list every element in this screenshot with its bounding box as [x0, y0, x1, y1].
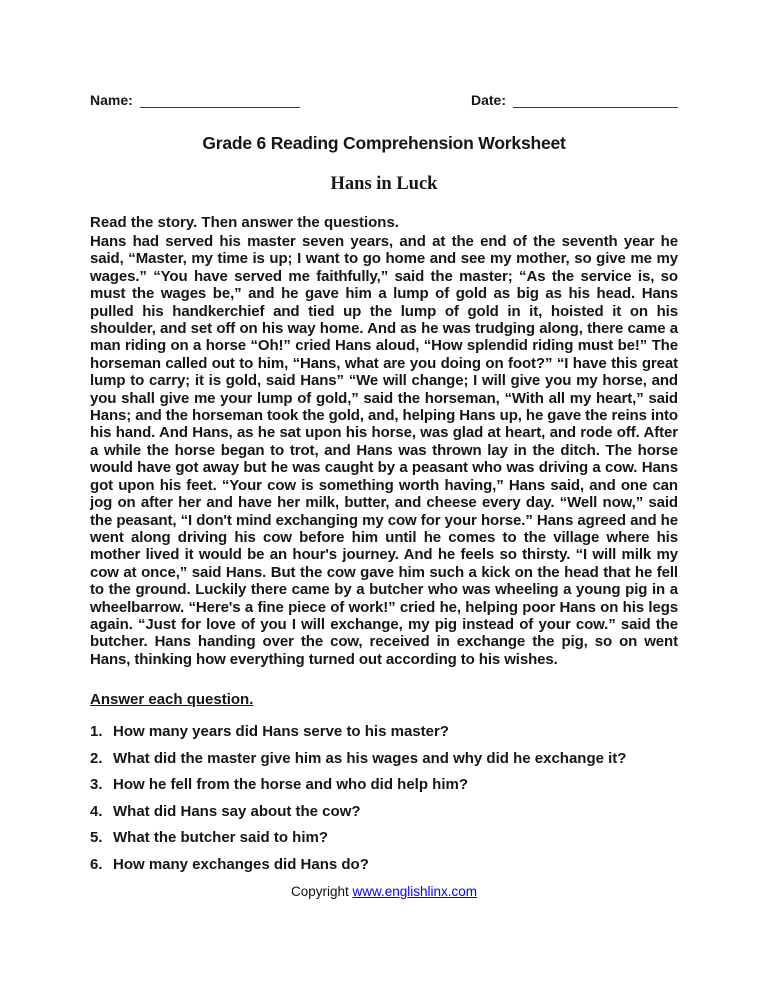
- date-blank-line[interactable]: [513, 93, 678, 108]
- questions-heading: Answer each question.: [90, 691, 254, 709]
- name-label: Name:: [90, 92, 133, 108]
- question-text: What did the master give him as his wages and why did he exchange it?: [113, 749, 627, 767]
- date-field: [471, 92, 678, 108]
- question-text: How many years did Hans serve to his master?: [113, 723, 449, 741]
- question-number: 2.: [90, 749, 103, 767]
- question-item-3: [90, 777, 678, 793]
- englishlinx-link[interactable]: www.englishlinx.com: [352, 884, 478, 900]
- question-item-2: [90, 751, 678, 767]
- name-field: [90, 92, 300, 108]
- name-date-row: [90, 90, 678, 108]
- question-item-1: [90, 724, 678, 740]
- copyright-footer: [90, 883, 678, 900]
- story-text: Hans had served his master seven years, and at the end of the seventh year he said, “Master, my time is up; I want to go home and see my mother, so give me my wages.” “You have served me faithfully,” said the master; “As the service is, so must the wages be,” and he gave him a lump of gold as big as his head. Hans pulled his handkerchief and tied up the lump of gold in it, hoisted it on his shoulder, and set off on his way home. And as he was trudging along, there came a man riding on a horse “Oh!” cried Hans aloud, “How splendid riding must be!” The horseman called out to him, “Hans, what are you doing on foot?” “I have this great lump to carry; it is gold, said Hans” “We will change; I will give you my horse, and you shall give me your lump of gold,” said the horseman, “With all my heart,” said Hans; and the horseman took the gold, and, helping Hans up, he gave the reins into his hand. And Hans, as he sat upon his horse, was glad at heart, and rode off. After a while the horse began to trot, and Hans was thrown lay in the ditch. The horse would have got away but he was caught by a peasant who was driving a cow. Hans got upon his feet. “Your cow is something worth having,” Hans said, and one can jog on after her and have her milk, butter, and cheese every day. “Well now,” said the peasant, “I don't mind exchanging my cow for your horse.” Hans agreed and he went along driving his cow before him until he comes to the village where his mother lived it would be an hour's journey. And he feels so thirsty. “I will milk my cow at once,” said Hans. But the cow gave him such a kick on the head that he fell to the ground. Luckily there came by a butcher who was wheeling a young pig in a wheelbarrow. “Here's a fine piece of work!” cried he, helping poor Hans on his legs again. “Just for love of you I will exchange, my pig instead of your cow.” said the butcher. Hans handing over the cow, received in exchange the pig, so on went Hans, thinking how everything turned out according to his wishes.: [90, 233, 678, 668]
- date-label: Date:: [470, 92, 506, 108]
- question-number: 5.: [90, 829, 103, 847]
- question-text: How many exchanges did Hans do?: [113, 855, 369, 873]
- question-item-5: [90, 830, 678, 846]
- worksheet-title: Grade 6 Reading Comprehension Worksheet: [202, 133, 566, 153]
- question-item-4: [90, 804, 678, 820]
- question-text: What the butcher said to him?: [113, 829, 329, 847]
- question-number: 6.: [90, 855, 103, 873]
- question-item-6: [90, 857, 678, 873]
- copyright-label: Copyright: [290, 884, 349, 900]
- instructions-text: Read the story. Then answer the questions.: [90, 214, 399, 231]
- question-number: 1.: [90, 723, 103, 741]
- question-number: 4.: [90, 802, 103, 820]
- story-title: Hans in Luck: [330, 174, 438, 194]
- question-number: 3.: [90, 776, 103, 794]
- name-blank-line[interactable]: [140, 93, 300, 108]
- questions-list: [90, 724, 678, 873]
- question-text: What did Hans say about the cow?: [113, 802, 361, 820]
- question-text: How he fell from the horse and who did help him?: [113, 776, 469, 794]
